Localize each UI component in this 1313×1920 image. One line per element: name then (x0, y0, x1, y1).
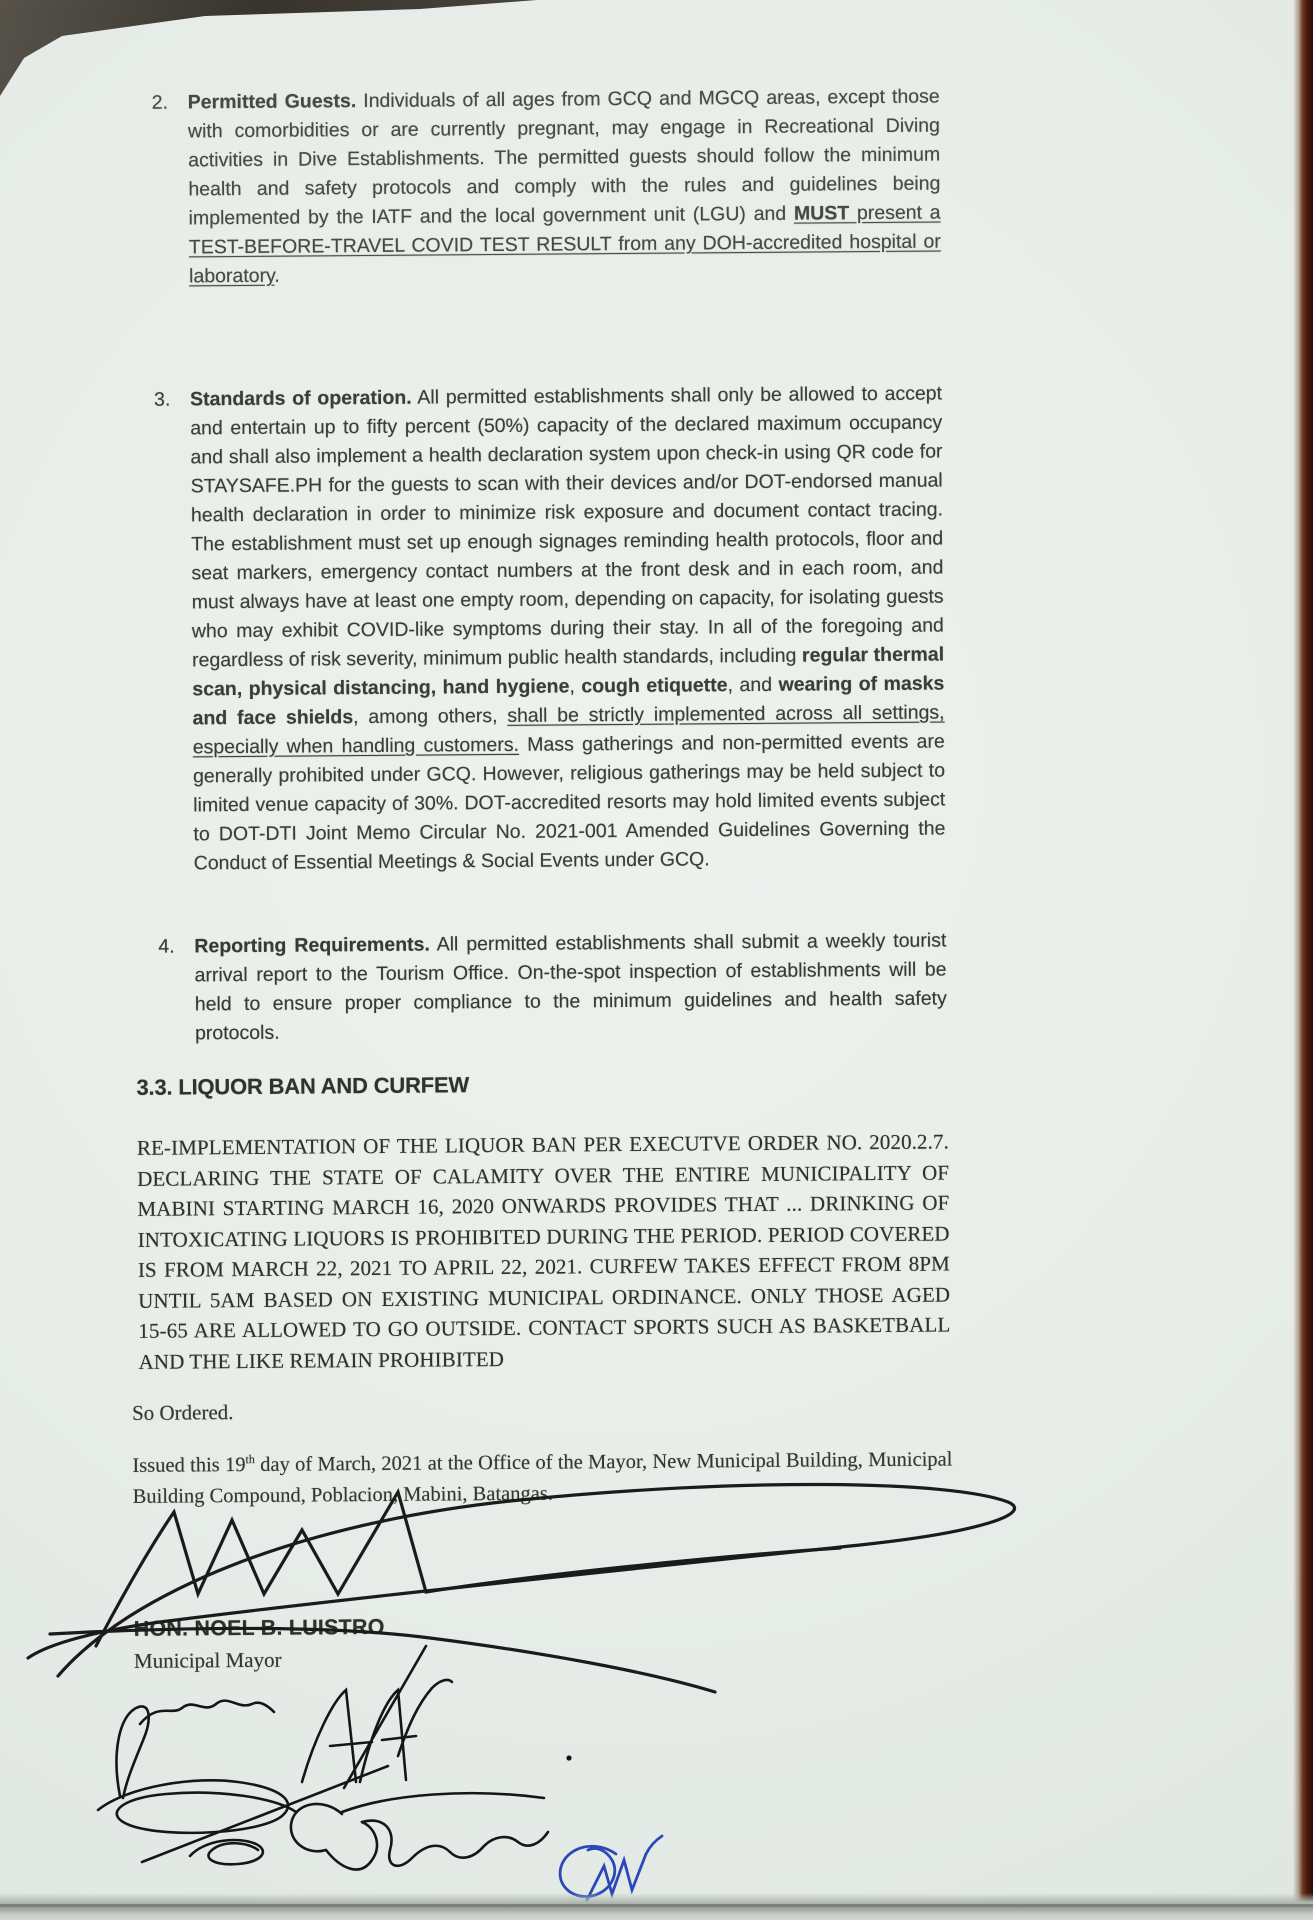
so-ordered-line: So Ordered. (131, 1400, 234, 1425)
list-number: 4. (158, 935, 175, 958)
must-emphasis: MUST (793, 202, 850, 225)
paragraph-text: Individuals of all ages from GCQ and MGCQ areas, except those with comorbidities or are currently pregnant, may engage in Recreational Diving activities in Dive Establishments. The permitted guests should follow the minimum health and safety protocols and comply with the rules and guidelines being implemented by the IATF and the local government unit (LGU) and (187, 85, 941, 230)
paragraph-body (190, 380, 946, 879)
section-heading-liquor-ban-and-curfew: 3.3. LIQUOR BAN AND CURFEW (136, 1072, 470, 1100)
issued-text: day of March, 2021 at the Office of the Mayor, New Municipal Building, Municipal Building Compound, Poblacion, Mabini, Batangas. (132, 1448, 953, 1508)
bold-text: cough etiquette (581, 674, 728, 698)
paragraph-title: Permitted Guests. (187, 90, 357, 114)
photo-background-right-edge (1293, 0, 1313, 1920)
issued-line (132, 1444, 952, 1512)
list-number: 2. (151, 91, 169, 114)
paragraph-text: , and (727, 673, 779, 697)
paper-edge-line (0, 1904, 1313, 1907)
underlined-text: shall be strictly implemented across all settings, especially when handling customers. (192, 701, 945, 759)
paragraph-text: All permitted establishments shall only be allowed to accept and entertain up to fifty percent (50%) capacity of the declared maximum occupancy and shall also implement a health declaration system upon check-in using QR code for STAYSAFE.PH for the guests to scan with their devices and/or DOT-endorsed manual health declaration in order to minimize risk exposure and document contact tracing. The establishment must set up enough signages reminding health protocols, floor and seat markers, emergency contact numbers at the front desk and in each room, and must always have at least one empty room, depending on capacity, for isolating guests who may exhibit COVID-like symptoms during their stay. In all of the foregoing and regardless of risk severity, minimum public health standards, including (190, 382, 944, 672)
paragraph-standards-of-operation (154, 380, 946, 879)
liquor-ban-paragraph: RE-IMPLEMENTATION OF THE LIQUOR BAN PER EXECUTVE ORDER NO. 2020.2.7. DECLARING THE STATE OF CALAMITY OVER THE ENTIRE MUNICIPALITY OF MABINI STARTING MARCH 16, 2020 ONWARDS PROVIDES THAT ... DRINKING OF INTOXICATING LIQUORS IS PROHIBITED DURING THE PERIOD. PERIOD COVERED IS FROM MARCH 22, 2021 TO APRIL 22, 2021. CURFEW TAKES EFFECT FROM 8PM UNTIL 5AM BASED ON EXISTING MUNICIPAL ORDINANCE. ONLY THOSE AGED 15-65 ARE ALLOWED TO GO OUTSIDE. CONTACT SPORTS SUCH AS BASKETBALL AND THE LIKE REMAIN PROHIBITED (136, 1129, 951, 1374)
signatory-title: Municipal Mayor (133, 1647, 282, 1673)
paragraph-reporting-requirements (158, 926, 947, 1048)
bold-text: wearing of masks and face shields (192, 672, 945, 730)
paragraph-text: , (569, 675, 582, 698)
paragraph-text: , among others, (353, 704, 508, 729)
paragraph-body (194, 926, 947, 1048)
paragraph-text: Mass gatherings and non-permitted events are generally prohibited under GCQ. However, religious gatherings may be held subject to limited venue capacity of 30%. DOT-accredited resorts may hold limited events subject to DOT-DTI Joint Memo Circular No. 2021-001 Amended Guidelines Governing the Conduct of Essential Meetings & Social Events under GCQ. (192, 730, 946, 875)
paragraph-text: All permitted establishments shall submit a weekly tourist arrival report to the Tourism Office. On-the-spot inspection of establishments will be held to ensure proper compliance to the minimum guidelines and health safety protocols. (194, 929, 947, 1045)
paragraph-title: Reporting Requirements. (194, 933, 430, 958)
signatory-name: HON. NOEL B. LUISTRO (133, 1614, 385, 1641)
ordinal-superscript: th (245, 1452, 255, 1467)
paragraph-title: Standards of operation. (189, 386, 412, 411)
paragraph-text: . (274, 264, 280, 287)
paragraph-permitted-guests (152, 83, 942, 292)
paragraph-body (188, 83, 942, 292)
underlined-text: present a TEST-BEFORE-TRAVEL COVID TEST RESULT from any DOH-accredited hospital or laboratory (188, 201, 941, 288)
issued-text: Issued this 19 (132, 1454, 246, 1477)
list-number: 3. (153, 388, 171, 411)
bold-text: regular thermal scan, physical distancing, hand hygiene (192, 643, 945, 701)
